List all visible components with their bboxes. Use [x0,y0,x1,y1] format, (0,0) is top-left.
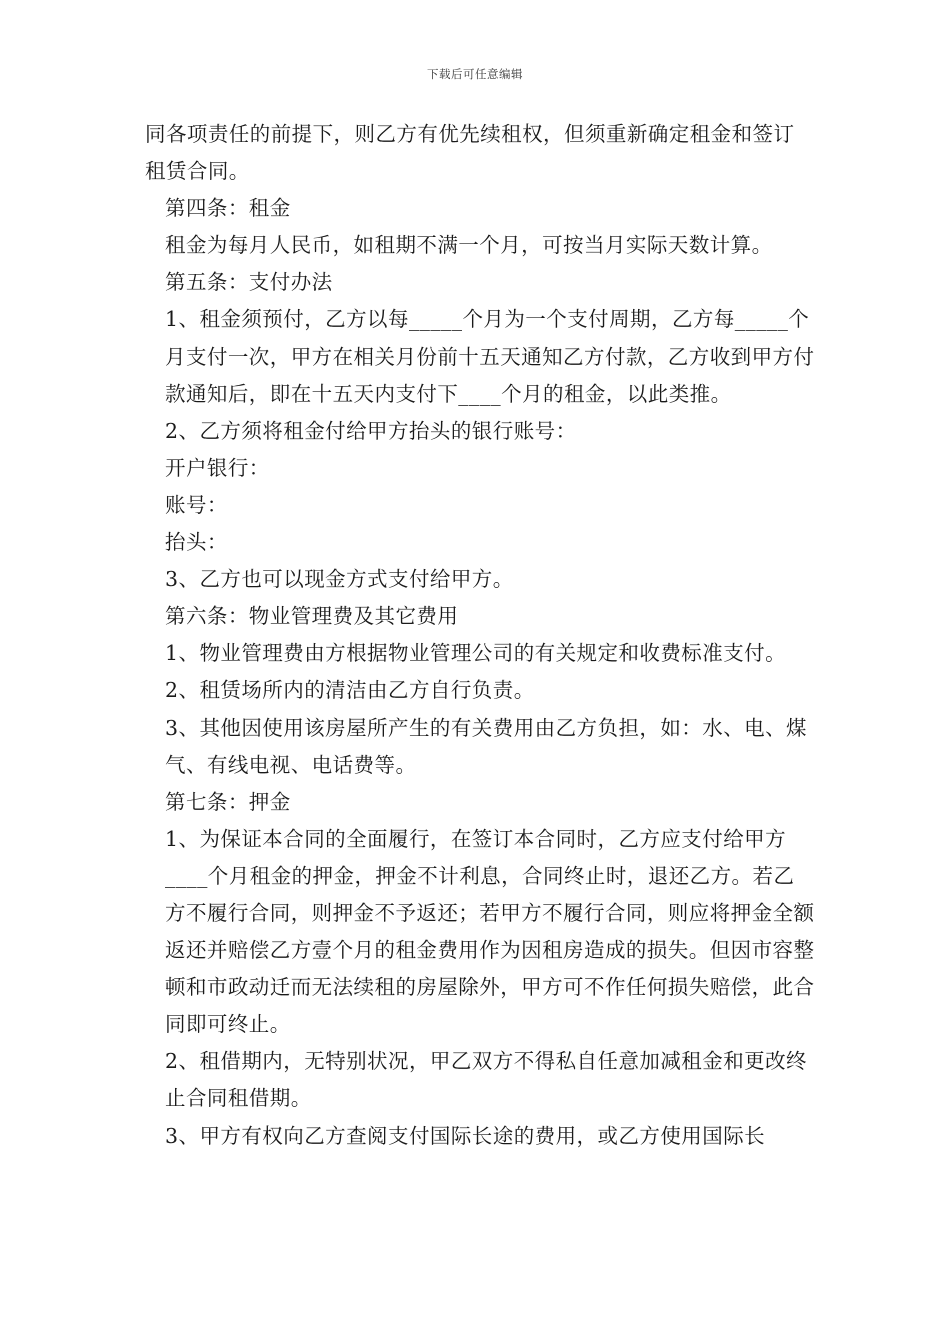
paragraph: 2、租借期内，无特别状况，甲乙双方不得私自任意加减租金和更改终止合同租借期。 [165,1049,807,1111]
paragraph: 账号： [165,492,228,517]
paragraph: 3、甲方有权向乙方查阅支付国际长途的费用，或乙方使用国际长 [165,1123,766,1148]
paragraph: 抬头： [165,530,228,555]
paragraph: 1、租金须预付，乙方以每_____个月为一个支付周期，乙方每_____个月支付一次，甲方在相关月份前十五天通知乙方付款，乙方收到甲方付款通知后，即在十五天内支付下____个月的租金，以此类推。 [165,307,815,406]
paragraph: 3、乙方也可以现金方式支付给甲方。 [165,567,514,592]
page-header: 下载后可任意编辑 [427,67,523,81]
paragraph: 第六条：物业管理费及其它费用 [165,604,459,629]
paragraph: 第七条：押金 [165,789,291,814]
paragraph: 2、乙方须将租金付给甲方抬头的银行账号： [165,418,577,443]
paragraph: 租金为每月人民币，如租期不满一个月，可按当月实际天数计算。 [165,233,773,258]
paragraph: 同各项责任的前提下，则乙方有优先续租权，但须重新确定租金和签订租赁合同。 [145,122,795,184]
paragraph: 1、物业管理费由方根据物业管理公司的有关规定和收费标准支付。 [165,641,787,666]
paragraph: 3、其他因使用该房屋所产生的有关费用由乙方负担，如：水、电、煤气、有线电视、电话费等。 [165,715,807,777]
document-body [145,116,815,1155]
paragraph: 开户银行： [165,455,270,480]
paragraph: 2、租赁场所内的清洁由乙方自行负责。 [165,678,535,703]
paragraph: 第四条：租金 [165,196,291,221]
paragraph: 第五条：支付办法 [165,270,333,295]
paragraph: 1、为保证本合同的全面履行，在签订本合同时，乙方应支付给甲方____个月租金的押金，押金不计利息，合同终止时，退还乙方。若乙方不履行合同，则押金不予返还；若甲方不履行合同，则应将押金全额返还并赔偿乙方壹个月的租金费用作为因租房造成的损失。但因市容整顿和市政动迁而无法续租的房屋除外，甲方可不作任何损失赔偿，此合同即可终止。 [165,826,815,1037]
